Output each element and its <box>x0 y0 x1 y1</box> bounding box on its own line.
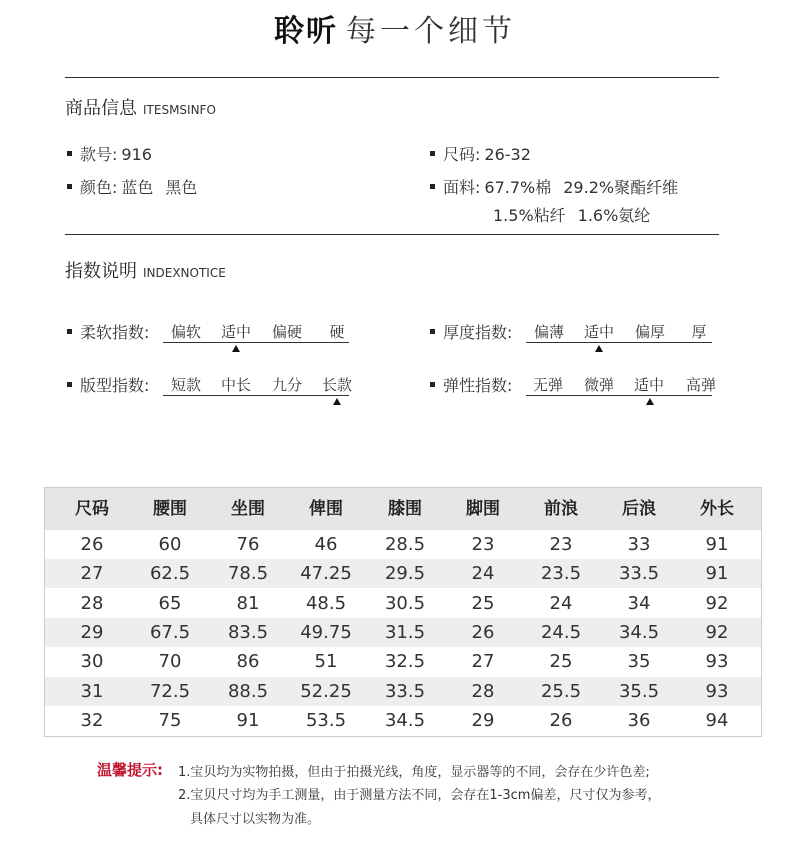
style-number-row <box>80 142 152 165</box>
thickness-option: 偏厚 <box>634 323 666 341</box>
divider-top <box>65 77 719 78</box>
product-info-title-en: ITESMSINFO <box>143 103 216 117</box>
size-table-cell: 33.5 <box>384 680 426 702</box>
thickness-option: 厚 <box>691 323 707 341</box>
size-table-cell: 23 <box>549 534 573 555</box>
size-table-cell: 24 <box>471 563 495 585</box>
size-table-cell: 26 <box>80 534 104 555</box>
fabric-value: 29.2%聚酯纤维 <box>563 178 679 197</box>
size-table-header-cell: 外长 <box>700 499 734 519</box>
page-title <box>0 6 790 50</box>
table-row <box>45 706 761 735</box>
size-table-cell: 62.5 <box>149 563 191 585</box>
fabric-value: 67.7%棉 <box>484 178 552 197</box>
size-table-cell: 25 <box>549 651 573 673</box>
size-table-cell: 24.5 <box>540 621 582 643</box>
bullet-icon <box>430 382 435 387</box>
thickness-option: 偏薄 <box>533 323 565 341</box>
size-table-cell: 34.5 <box>384 709 426 731</box>
bullet-icon <box>67 151 72 156</box>
size-table-cell: 32 <box>80 709 104 731</box>
title-light: 每一个细节 <box>346 14 516 49</box>
table-row <box>45 618 761 647</box>
elasticity-scale-line <box>526 395 712 396</box>
size-table-cell: 28 <box>471 680 495 702</box>
size-table-cell: 34.5 <box>618 621 660 643</box>
color-value: 黑色 <box>165 178 198 197</box>
tip-line: 具体尺寸以实物为准。 <box>190 812 321 827</box>
index-notice-title: 指数说明 <box>65 261 137 282</box>
elasticity-option: 适中 <box>633 376 665 394</box>
size-table-cell: 23 <box>471 534 495 555</box>
fabric-value: 1.6%氨纶 <box>577 206 651 225</box>
size-table-cell: 72.5 <box>149 680 191 702</box>
softness-scale-line <box>163 342 349 343</box>
softness-option: 偏软 <box>170 323 202 341</box>
size-table-header-cell: 前浪 <box>544 499 578 519</box>
size-table-cell: 26 <box>549 709 573 731</box>
size-table-cell: 48.5 <box>305 592 347 614</box>
size-table-cell: 91 <box>236 709 260 731</box>
bullet-icon <box>430 329 435 334</box>
size-table-cell: 25 <box>471 592 495 614</box>
size-table-cell: 70 <box>158 651 182 673</box>
size-table-cell: 94 <box>705 709 729 731</box>
fit-option: 长款 <box>321 376 353 394</box>
size-table-cell: 49.75 <box>300 621 352 643</box>
tips-label: 温馨提示: <box>97 761 163 779</box>
size-table-cell: 60 <box>158 534 182 555</box>
size-table-cell: 51 <box>314 651 338 673</box>
size-table-cell: 27 <box>471 651 495 673</box>
fit-option: 短款 <box>170 376 202 394</box>
size-table-cell: 36 <box>627 709 651 731</box>
table-row <box>45 647 761 676</box>
elasticity-marker-icon <box>646 398 654 405</box>
fabric-value: 1.5%粘纤 <box>493 206 566 225</box>
size-table-cell: 93 <box>705 680 729 702</box>
divider-middle <box>65 234 719 235</box>
product-info-heading <box>65 94 216 120</box>
size-table-cell: 29.5 <box>384 563 426 585</box>
size-table-cell: 91 <box>705 563 729 585</box>
size-table-cell: 91 <box>705 534 729 555</box>
thickness-option: 适中 <box>583 323 615 341</box>
size-table-header-cell: 后浪 <box>622 499 656 519</box>
table-row <box>45 530 761 559</box>
size-table-cell: 28 <box>80 592 104 614</box>
bullet-icon <box>430 151 435 156</box>
fit-option: 九分 <box>271 376 303 394</box>
softness-label: 柔软指数: <box>80 323 150 342</box>
size-table-cell: 92 <box>705 621 729 643</box>
size-table-cell: 33 <box>627 534 651 555</box>
size-table-cell: 46 <box>314 534 338 555</box>
size-table-cell: 76 <box>236 534 260 555</box>
softness-marker-icon <box>232 345 240 352</box>
fit-scale-line <box>163 395 349 396</box>
size-table-header-cell: 俾围 <box>309 499 343 519</box>
size-table-cell: 26 <box>471 621 495 643</box>
product-info-title: 商品信息 <box>65 98 137 119</box>
size-table-cell: 65 <box>158 592 182 614</box>
size-table <box>44 487 762 737</box>
size-table-header <box>45 488 761 530</box>
index-notice-title-en: INDEXNOTICE <box>143 266 226 280</box>
elasticity-option: 微弹 <box>583 376 615 394</box>
bullet-icon <box>67 184 72 189</box>
softness-option: 偏硬 <box>271 323 303 341</box>
thickness-scale-line <box>526 342 712 343</box>
size-table-cell: 35 <box>627 651 651 673</box>
size-table-cell: 75 <box>158 709 182 731</box>
size-table-cell: 23.5 <box>540 563 582 585</box>
bullet-icon <box>67 382 72 387</box>
size-table-cell: 67.5 <box>149 621 191 643</box>
table-row <box>45 677 761 706</box>
fit-marker-icon <box>333 398 341 405</box>
elasticity-option: 高弹 <box>685 376 717 394</box>
size-table-cell: 86 <box>236 651 260 673</box>
elasticity-label: 弹性指数: <box>443 376 513 395</box>
index-notice-heading <box>65 257 226 283</box>
color-label: 颜色: <box>80 178 118 197</box>
size-table-cell: 92 <box>705 592 729 614</box>
size-table-cell: 30.5 <box>384 592 426 614</box>
softness-option: 硬 <box>329 323 345 341</box>
size-table-header-cell: 坐围 <box>231 499 265 519</box>
size-table-cell: 88.5 <box>227 680 269 702</box>
fit-label: 版型指数: <box>80 376 150 395</box>
fabric-row <box>443 175 678 198</box>
table-row <box>45 559 761 588</box>
size-table-cell: 24 <box>549 592 573 614</box>
style-number-value: 916 <box>121 145 152 164</box>
size-table-header-cell: 腰围 <box>153 499 187 519</box>
size-table-cell: 28.5 <box>384 534 426 555</box>
size-table-header-cell: 脚围 <box>466 499 500 519</box>
size-table-cell: 34 <box>627 592 651 614</box>
thickness-label: 厚度指数: <box>443 323 513 342</box>
table-row <box>45 589 761 618</box>
elasticity-option: 无弹 <box>532 376 564 394</box>
size-table-header-cell: 尺码 <box>75 499 109 519</box>
bullet-icon <box>67 329 72 334</box>
size-table-cell: 93 <box>705 651 729 673</box>
style-number-label: 款号: <box>80 145 118 164</box>
fit-option: 中长 <box>220 376 252 394</box>
size-table-cell: 33.5 <box>618 563 660 585</box>
size-range-row <box>443 142 531 165</box>
size-table-cell: 52.25 <box>300 680 352 702</box>
bullet-icon <box>430 184 435 189</box>
title-bold: 聆听 <box>274 14 338 49</box>
fabric-label: 面料: <box>443 178 481 197</box>
size-table-cell: 31 <box>80 680 104 702</box>
color-row <box>80 175 197 198</box>
size-table-cell: 29 <box>80 621 104 643</box>
fabric-row-2 <box>493 203 650 226</box>
color-value: 蓝色 <box>121 178 154 197</box>
softness-option: 适中 <box>220 323 252 341</box>
size-range-value: 26-32 <box>484 145 531 164</box>
size-table-cell: 30 <box>80 651 104 673</box>
size-table-cell: 78.5 <box>227 563 269 585</box>
size-table-cell: 53.5 <box>305 709 347 731</box>
size-table-cell: 47.25 <box>300 563 352 585</box>
size-table-cell: 27 <box>80 563 104 585</box>
size-table-cell: 25.5 <box>540 680 582 702</box>
size-table-cell: 32.5 <box>384 651 426 673</box>
size-range-label: 尺码: <box>443 145 481 164</box>
thickness-marker-icon <box>595 345 603 352</box>
size-table-cell: 35.5 <box>618 680 660 702</box>
tip-line: 1.宝贝均为实物拍摄，但由于拍摄光线，角度，显示器等的不同，会存在少许色差; <box>178 765 650 780</box>
tip-line: 2.宝贝尺寸均为手工测量，由于测量方法不同，会存在1-3cm偏差，尺寸仅为参考， <box>178 788 661 803</box>
size-table-cell: 29 <box>471 709 495 731</box>
size-table-cell: 81 <box>236 592 260 614</box>
size-table-header-cell: 膝围 <box>388 499 422 519</box>
size-table-cell: 31.5 <box>384 621 426 643</box>
size-table-cell: 83.5 <box>227 621 269 643</box>
